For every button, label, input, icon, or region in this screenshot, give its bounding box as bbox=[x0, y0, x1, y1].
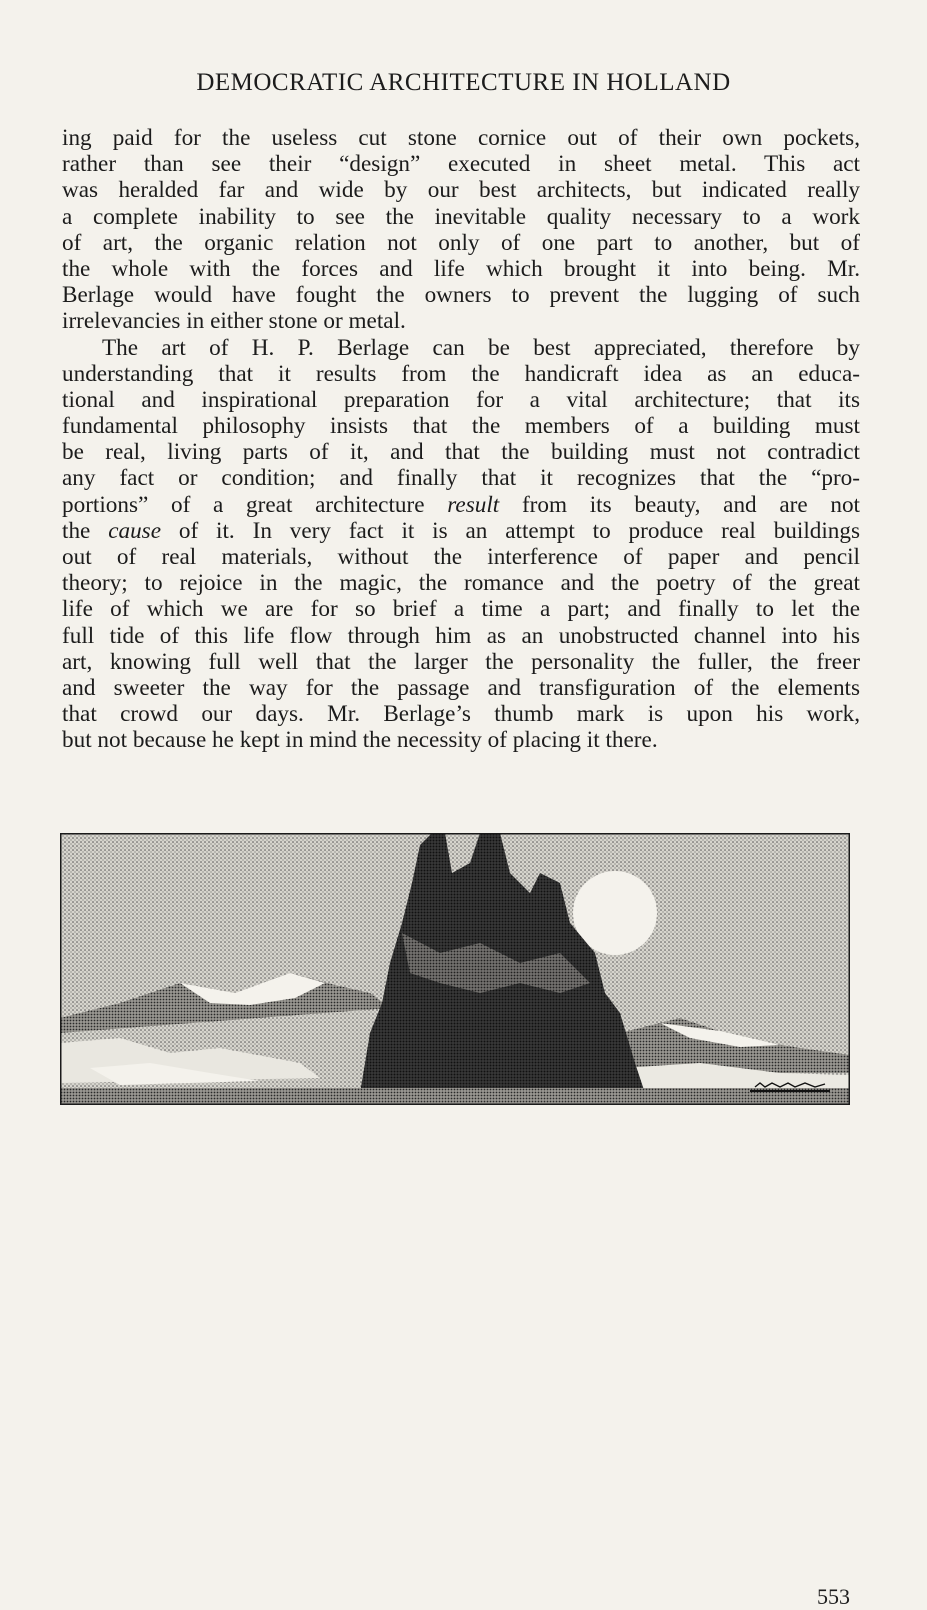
text-line: that crowd our days. Mr. Berlage’s thumb mark is upon his work, bbox=[62, 701, 860, 728]
text-line: understanding that it results from the handicraft idea as an educa- bbox=[62, 360, 860, 387]
text-line: theory; to rejoice in the magic, the romance and the poetry of the great bbox=[62, 570, 860, 597]
text-line: but not because he kept in mind the necessity of placing it there. bbox=[62, 727, 658, 754]
italic-word: result bbox=[447, 491, 500, 518]
text-line: be real, living parts of it, and that the building must not contradict bbox=[62, 439, 860, 466]
text-line: rather than see their “design” executed in sheet metal. This act bbox=[62, 151, 860, 178]
text-line: full tide of this life flow through him as an unobstructed channel into his bbox=[62, 622, 860, 649]
text-line: life of which we are for so brief a time a part; and finally to let the bbox=[62, 596, 860, 623]
italic-word: cause bbox=[108, 517, 161, 544]
text-line: tional and inspirational preparation for a vital architecture; that its bbox=[62, 386, 860, 413]
text-run: from its beauty, and are not bbox=[521, 491, 861, 518]
text-line: a complete inability to see the inevitable quality necessary to a work bbox=[62, 203, 860, 230]
page-number: 553 bbox=[817, 1584, 850, 1609]
text-line: was heralded far and wide by our best architects, but indicated really bbox=[62, 177, 860, 204]
text-line: the whole with the forces and life which brought it into being. Mr. bbox=[62, 255, 860, 282]
text-line: fundamental philosophy insists that the members of a building must bbox=[62, 413, 860, 440]
text-line: The art of H. P. Berlage can be best appreciated, therefore by bbox=[102, 334, 860, 361]
text-line bbox=[62, 492, 860, 518]
text-line: ing paid for the useless cut stone cornice out of their own pockets, bbox=[62, 125, 860, 151]
body-text bbox=[62, 125, 860, 754]
text-line: any fact or condition; and finally that it recognizes that the “pro- bbox=[62, 465, 860, 492]
text-line: Berlage would have fought the owners to prevent the lugging of such bbox=[62, 282, 860, 309]
text-run: portions” of a great architecture bbox=[62, 491, 425, 518]
text-run: of it. In very fact it is an attempt to produce real buildings bbox=[178, 517, 861, 544]
landscape-illustration-drawing bbox=[60, 833, 850, 1105]
text-line bbox=[62, 518, 860, 544]
text-line: out of real materials, without the interference of paper and pencil bbox=[62, 544, 860, 570]
text-line: irrelevancies in either stone or metal. bbox=[62, 308, 406, 335]
running-head: DEMOCRATIC ARCHITECTURE IN HOLLAND bbox=[196, 69, 731, 96]
text-line: art, knowing full well that the larger the personality the fuller, the freer bbox=[62, 648, 860, 675]
text-run: the bbox=[62, 517, 91, 544]
text-line: and sweeter the way for the passage and transfiguration of the elements bbox=[62, 674, 860, 701]
landscape-illustration bbox=[60, 833, 850, 1105]
text-line: of art, the organic relation not only of one part to another, but of bbox=[62, 229, 860, 256]
